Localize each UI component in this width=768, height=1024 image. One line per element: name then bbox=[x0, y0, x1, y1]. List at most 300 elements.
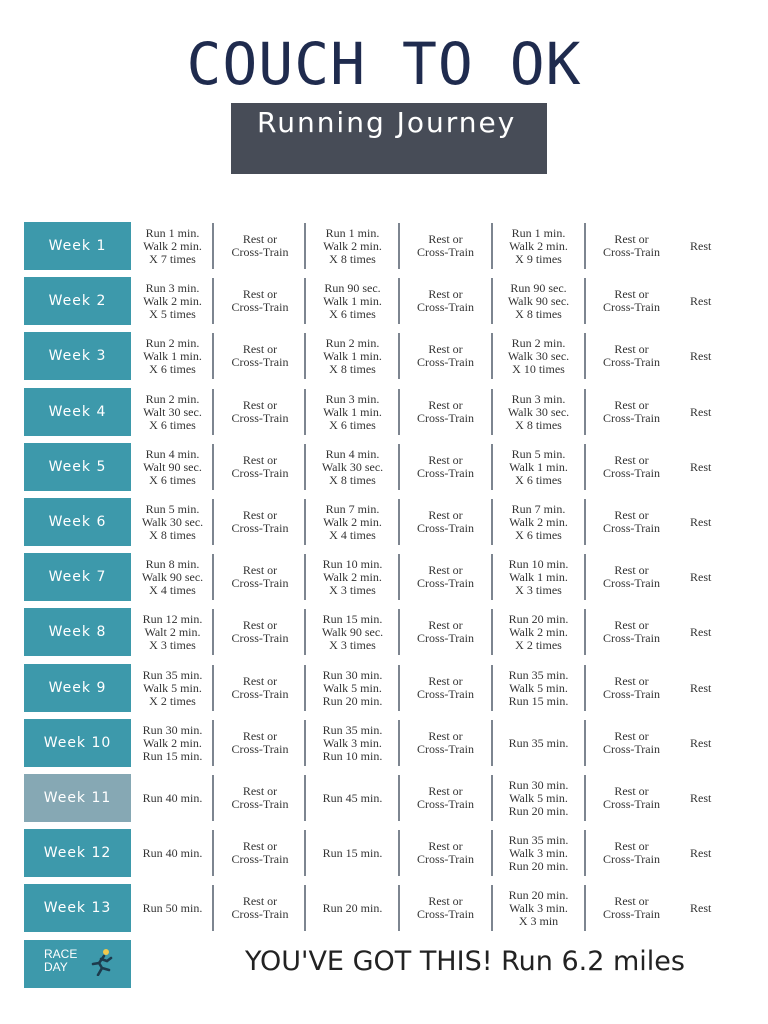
workout-cell-day-5 bbox=[492, 719, 585, 767]
workout-cell-day-7 bbox=[690, 774, 740, 822]
workout-line: Rest or bbox=[242, 453, 278, 467]
workout-line: Rest or bbox=[614, 839, 649, 853]
workout-line: Run 40 min. bbox=[142, 790, 203, 805]
workout-cell-day-5 bbox=[492, 443, 585, 491]
workout-line: Walk 1 min. bbox=[509, 459, 568, 474]
week-label: Week 12 bbox=[24, 829, 131, 877]
workout-line: Walk 2 min. bbox=[323, 238, 382, 253]
workout-line: Cross-Train bbox=[231, 742, 289, 756]
workout-line: X 10 times bbox=[512, 361, 565, 376]
workout-line: Rest or bbox=[614, 287, 649, 301]
workout-line: Run 10 min. bbox=[322, 748, 383, 763]
week-label: Week 6 bbox=[24, 498, 131, 546]
workout-line: Run 15 min. bbox=[508, 693, 569, 708]
workout-line: Rest or bbox=[428, 894, 463, 908]
workout-cell-day-5 bbox=[492, 829, 585, 877]
workout-cell-day-2 bbox=[214, 884, 306, 932]
workout-line: Run 40 min. bbox=[142, 845, 203, 860]
workout-line: Run 4 min. bbox=[145, 446, 200, 461]
workout-cell-day-6 bbox=[585, 884, 678, 932]
workout-line: Run 20 min. bbox=[508, 611, 569, 626]
workout-line: Run 35 min. bbox=[322, 722, 383, 737]
week-label: Week 1 bbox=[24, 222, 131, 270]
workout-line: X 6 times bbox=[149, 472, 196, 487]
workout-line: Rest bbox=[690, 624, 712, 639]
workout-cell-day-1 bbox=[131, 829, 214, 877]
workout-line: X 6 times bbox=[515, 527, 562, 542]
workout-line: Walk 1 min. bbox=[323, 404, 382, 419]
workout-line: Rest or bbox=[428, 508, 463, 522]
workout-line: X 4 times bbox=[149, 582, 196, 597]
workout-cell-day-4 bbox=[399, 498, 492, 546]
workout-line: X 6 times bbox=[329, 417, 376, 432]
workout-cell-day-4 bbox=[399, 719, 492, 767]
workout-cell-day-2 bbox=[214, 388, 306, 436]
workout-cell-day-2 bbox=[214, 608, 306, 656]
workout-cell-day-2 bbox=[214, 664, 306, 712]
workout-line: X 6 times bbox=[329, 306, 376, 321]
workout-cell-day-2 bbox=[214, 332, 306, 380]
workout-line: X 7 times bbox=[149, 251, 196, 266]
workout-line: X 3 times bbox=[149, 637, 196, 652]
workout-line: Rest or bbox=[614, 563, 649, 577]
workout-cell-day-4 bbox=[399, 884, 492, 932]
workout-cell-day-7 bbox=[690, 664, 740, 712]
workout-cell-day-1 bbox=[131, 443, 214, 491]
workout-line: Cross-Train bbox=[417, 245, 474, 259]
workout-line: Cross-Train bbox=[417, 576, 474, 590]
workout-line: Cross-Train bbox=[603, 797, 660, 811]
workout-line: Rest or bbox=[614, 342, 649, 356]
workout-line: Cross-Train bbox=[231, 797, 289, 811]
week-label: Week 11 bbox=[24, 774, 131, 822]
workout-cell-day-6 bbox=[585, 443, 678, 491]
workout-line: Run 7 min. bbox=[511, 501, 566, 516]
workout-cell-day-6 bbox=[585, 388, 678, 436]
workout-line: Walt 90 sec. bbox=[143, 459, 202, 474]
workout-line: Rest or bbox=[614, 232, 649, 246]
workout-line: Run 35 min. bbox=[508, 667, 569, 682]
workout-line: Rest or bbox=[242, 508, 278, 522]
workout-line: Rest or bbox=[614, 453, 649, 467]
workout-line: Cross-Train bbox=[417, 852, 474, 866]
workout-cell-day-2 bbox=[214, 829, 306, 877]
workout-line: Walt 30 sec. bbox=[143, 404, 202, 419]
workout-line: Walk 30 sec. bbox=[507, 348, 570, 363]
workout-cell-day-4 bbox=[399, 332, 492, 380]
workout-line: Run 20 min. bbox=[508, 803, 569, 818]
workout-line: Rest or bbox=[428, 674, 463, 688]
workout-line: Cross-Train bbox=[603, 300, 660, 314]
workout-cell-day-1 bbox=[131, 388, 214, 436]
workout-line: Cross-Train bbox=[603, 576, 660, 590]
workout-cell-day-3 bbox=[306, 388, 399, 436]
workout-line: Run 3 min. bbox=[511, 391, 566, 406]
workout-line: Rest bbox=[690, 404, 712, 419]
workout-cell-day-7 bbox=[690, 388, 740, 436]
workout-line: X 8 times bbox=[515, 417, 562, 432]
workout-line: Walk 3 min. bbox=[509, 900, 568, 915]
workout-line: Run 50 min. bbox=[142, 900, 203, 915]
workout-line: Run 3 min. bbox=[145, 280, 200, 295]
workout-line: Rest or bbox=[242, 563, 278, 577]
workout-line: Rest or bbox=[242, 839, 278, 853]
page-subtitle: Running Journey bbox=[231, 103, 547, 174]
workout-line: Cross-Train bbox=[231, 576, 289, 590]
workout-line: Walk 30 sec. bbox=[141, 514, 204, 529]
workout-line: Run 3 min. bbox=[325, 391, 380, 406]
workout-line: Cross-Train bbox=[603, 521, 660, 535]
workout-line: Walk 5 min. bbox=[509, 790, 568, 805]
workout-line: Walk 30 sec. bbox=[507, 404, 570, 419]
workout-line: Cross-Train bbox=[603, 466, 660, 480]
workout-cell-day-6 bbox=[585, 277, 678, 325]
workout-line: Rest bbox=[690, 735, 712, 750]
workout-cell-day-7 bbox=[690, 719, 740, 767]
workout-line: X 8 times bbox=[329, 361, 376, 376]
workout-line: Run 35 min. bbox=[508, 832, 569, 847]
week-label: Week 13 bbox=[24, 884, 131, 932]
workout-cell-day-6 bbox=[585, 222, 678, 270]
workout-line: Walk 2 min. bbox=[143, 735, 202, 750]
week-label: Week 9 bbox=[24, 664, 131, 712]
workout-line: Rest or bbox=[428, 453, 463, 467]
workout-line: Cross-Train bbox=[231, 300, 289, 314]
workout-line: Rest or bbox=[614, 398, 649, 412]
workout-line: Run 10 min. bbox=[322, 556, 383, 571]
workout-line: Cross-Train bbox=[417, 687, 474, 701]
workout-cell-day-5 bbox=[492, 498, 585, 546]
workout-cell-day-1 bbox=[131, 884, 214, 932]
workout-line: Run 15 min. bbox=[322, 611, 383, 626]
workout-cell-day-5 bbox=[492, 388, 585, 436]
workout-line: Rest or bbox=[428, 398, 463, 412]
workout-cell-day-3 bbox=[306, 498, 399, 546]
workout-cell-day-2 bbox=[214, 443, 306, 491]
workout-line: X 2 times bbox=[149, 693, 196, 708]
week-label: Week 7 bbox=[24, 553, 131, 601]
workout-line: Rest or bbox=[242, 894, 278, 908]
workout-line: Cross-Train bbox=[231, 631, 289, 645]
workout-line: Rest or bbox=[428, 729, 463, 743]
workout-cell-day-2 bbox=[214, 719, 306, 767]
workout-line: Walk 1 min. bbox=[143, 348, 202, 363]
workout-cell-day-6 bbox=[585, 664, 678, 712]
workout-line: Walk 5 min. bbox=[143, 680, 202, 695]
page-title: COUCH TO OK bbox=[186, 30, 582, 98]
workout-line: Cross-Train bbox=[603, 852, 660, 866]
workout-cell-day-7 bbox=[690, 332, 740, 380]
workout-line: Run 90 sec. bbox=[324, 280, 381, 295]
workout-cell-day-3 bbox=[306, 277, 399, 325]
workout-line: Rest or bbox=[242, 674, 278, 688]
workout-cell-day-5 bbox=[492, 553, 585, 601]
workout-cell-day-4 bbox=[399, 829, 492, 877]
workout-cell-day-1 bbox=[131, 498, 214, 546]
workout-line: Run 7 min. bbox=[325, 501, 380, 516]
week-label: Week 2 bbox=[24, 277, 131, 325]
workout-cell-day-3 bbox=[306, 664, 399, 712]
workout-cell-day-7 bbox=[690, 884, 740, 932]
workout-cell-day-2 bbox=[214, 498, 306, 546]
workout-cell-day-3 bbox=[306, 608, 399, 656]
workout-line: X 2 times bbox=[515, 637, 562, 652]
week-label: Week 8 bbox=[24, 608, 131, 656]
workout-line: Rest bbox=[690, 680, 712, 695]
race-day-badge bbox=[24, 940, 131, 988]
workout-cell-day-3 bbox=[306, 719, 399, 767]
workout-line: X 6 times bbox=[515, 472, 562, 487]
workout-line: Cross-Train bbox=[417, 300, 474, 314]
workout-cell-day-1 bbox=[131, 664, 214, 712]
workout-line: X 5 times bbox=[149, 306, 196, 321]
workout-line: Run 15 min. bbox=[142, 748, 203, 763]
workout-line: Run 30 min. bbox=[322, 667, 383, 682]
workout-cell-day-2 bbox=[214, 222, 306, 270]
workout-line: Rest or bbox=[428, 784, 463, 798]
workout-cell-day-4 bbox=[399, 608, 492, 656]
workout-line: Run 2 min. bbox=[325, 335, 380, 350]
workout-line: Cross-Train bbox=[231, 521, 289, 535]
week-label: Week 4 bbox=[24, 388, 131, 436]
workout-cell-day-5 bbox=[492, 608, 585, 656]
workout-line: X 3 times bbox=[329, 637, 376, 652]
workout-line: Walk 1 min. bbox=[323, 293, 382, 308]
workout-cell-day-7 bbox=[690, 277, 740, 325]
workout-line: Run 20 min. bbox=[508, 887, 569, 902]
workout-line: Cross-Train bbox=[603, 687, 660, 701]
workout-line: Run 20 min. bbox=[322, 693, 383, 708]
workout-cell-day-3 bbox=[306, 774, 399, 822]
workout-line: Walk 2 min. bbox=[323, 514, 382, 529]
workout-line: Run 8 min. bbox=[145, 556, 200, 571]
workout-line: Walk 2 min. bbox=[509, 238, 568, 253]
workout-line: Rest or bbox=[428, 839, 463, 853]
workout-line: Rest or bbox=[242, 342, 278, 356]
workout-line: Cross-Train bbox=[603, 355, 660, 369]
workout-line: Cross-Train bbox=[231, 355, 289, 369]
workout-line: X 6 times bbox=[149, 361, 196, 376]
workout-line: Cross-Train bbox=[417, 411, 474, 425]
workout-line: Cross-Train bbox=[231, 687, 289, 701]
workout-line: Rest bbox=[690, 459, 712, 474]
workout-cell-day-3 bbox=[306, 222, 399, 270]
workout-line: Run 20 min. bbox=[322, 900, 383, 915]
race-day-message: YOU'VE GOT THIS! Run 6.2 miles bbox=[245, 946, 685, 977]
workout-line: Rest or bbox=[614, 508, 649, 522]
workout-line: Run 12 min. bbox=[142, 611, 203, 626]
workout-line: Run 2 min. bbox=[145, 391, 200, 406]
workout-line: Run 30 min. bbox=[142, 722, 203, 737]
workout-cell-day-7 bbox=[690, 608, 740, 656]
workout-cell-day-6 bbox=[585, 332, 678, 380]
workout-line: Walk 1 min. bbox=[323, 348, 382, 363]
workout-line: Run 35 min. bbox=[508, 735, 569, 750]
workout-line: Rest or bbox=[428, 342, 463, 356]
workout-line: Walk 2 min. bbox=[509, 624, 568, 639]
workout-line: Rest bbox=[690, 790, 712, 805]
workout-line: Run 45 min. bbox=[322, 790, 383, 805]
workout-line: Cross-Train bbox=[417, 797, 474, 811]
workout-cell-day-7 bbox=[690, 829, 740, 877]
workout-line: Run 30 min. bbox=[508, 777, 569, 792]
workout-line: Walk 30 sec. bbox=[321, 459, 384, 474]
workout-cell-day-1 bbox=[131, 277, 214, 325]
workout-line: Run 5 min. bbox=[145, 501, 200, 516]
workout-line: Rest or bbox=[242, 784, 278, 798]
workout-line: Run 4 min. bbox=[325, 446, 380, 461]
week-label: Week 3 bbox=[24, 332, 131, 380]
workout-cell-day-4 bbox=[399, 222, 492, 270]
workout-line: Run 5 min. bbox=[511, 446, 566, 461]
workout-line: Run 35 min. bbox=[142, 667, 203, 682]
workout-cell-day-1 bbox=[131, 774, 214, 822]
workout-line: X 6 times bbox=[149, 417, 196, 432]
workout-line: Cross-Train bbox=[603, 411, 660, 425]
workout-line: Rest bbox=[690, 900, 712, 915]
workout-line: Walk 1 min. bbox=[509, 569, 568, 584]
workout-line: Rest bbox=[690, 514, 712, 529]
workout-line: X 8 times bbox=[329, 251, 376, 266]
workout-line: Walk 3 min. bbox=[509, 845, 568, 860]
workout-cell-day-4 bbox=[399, 774, 492, 822]
workout-line: X 9 times bbox=[515, 251, 562, 266]
workout-cell-day-7 bbox=[690, 222, 740, 270]
workout-line: Rest or bbox=[242, 232, 278, 246]
workout-line: Rest or bbox=[242, 398, 278, 412]
workout-line: Cross-Train bbox=[231, 466, 289, 480]
workout-line: Cross-Train bbox=[231, 411, 289, 425]
workout-line: Walk 2 min. bbox=[509, 514, 568, 529]
week-label: Week 10 bbox=[24, 719, 131, 767]
workout-line: Cross-Train bbox=[231, 245, 289, 259]
workout-line: X 3 times bbox=[515, 582, 562, 597]
workout-cell-day-5 bbox=[492, 884, 585, 932]
workout-cell-day-1 bbox=[131, 608, 214, 656]
workout-line: Rest bbox=[690, 348, 712, 363]
workout-cell-day-3 bbox=[306, 553, 399, 601]
workout-line: Walk 2 min. bbox=[323, 569, 382, 584]
workout-line: Run 1 min. bbox=[145, 225, 200, 240]
workout-line: Rest or bbox=[428, 287, 463, 301]
workout-cell-day-5 bbox=[492, 222, 585, 270]
workout-line: Cross-Train bbox=[231, 907, 289, 921]
workout-line: Run 15 min. bbox=[322, 845, 383, 860]
workout-line: Run 1 min. bbox=[511, 225, 566, 240]
workout-cell-day-6 bbox=[585, 608, 678, 656]
week-label: Week 5 bbox=[24, 443, 131, 491]
runner-icon bbox=[89, 948, 115, 976]
workout-cell-day-6 bbox=[585, 553, 678, 601]
workout-cell-day-6 bbox=[585, 829, 678, 877]
workout-cell-day-4 bbox=[399, 443, 492, 491]
workout-cell-day-5 bbox=[492, 664, 585, 712]
workout-line: X 3 min bbox=[518, 913, 559, 928]
workout-line: Rest bbox=[690, 845, 712, 860]
workout-cell-day-3 bbox=[306, 332, 399, 380]
workout-line: Run 90 sec. bbox=[510, 280, 567, 295]
workout-cell-day-3 bbox=[306, 443, 399, 491]
workout-line: Run 20 min. bbox=[508, 858, 569, 873]
workout-line: Cross-Train bbox=[417, 466, 474, 480]
workout-cell-day-5 bbox=[492, 774, 585, 822]
workout-cell-day-5 bbox=[492, 277, 585, 325]
workout-cell-day-1 bbox=[131, 719, 214, 767]
workout-line: Cross-Train bbox=[417, 631, 474, 645]
workout-line: Rest or bbox=[428, 563, 463, 577]
workout-line: Walk 2 min. bbox=[143, 238, 202, 253]
workout-line: Rest or bbox=[428, 618, 463, 632]
workout-line: X 3 times bbox=[329, 582, 376, 597]
workout-cell-day-7 bbox=[690, 443, 740, 491]
workout-line: Cross-Train bbox=[417, 907, 474, 921]
workout-line: Cross-Train bbox=[603, 631, 660, 645]
workout-line: Run 1 min. bbox=[325, 225, 380, 240]
workout-cell-day-6 bbox=[585, 498, 678, 546]
workout-line: Cross-Train bbox=[603, 907, 660, 921]
workout-cell-day-4 bbox=[399, 388, 492, 436]
workout-cell-day-2 bbox=[214, 553, 306, 601]
workout-line: Run 2 min. bbox=[145, 335, 200, 350]
workout-cell-day-5 bbox=[492, 332, 585, 380]
workout-cell-day-1 bbox=[131, 222, 214, 270]
workout-cell-day-7 bbox=[690, 553, 740, 601]
workout-line: Rest or bbox=[614, 729, 649, 743]
workout-cell-day-2 bbox=[214, 277, 306, 325]
workout-line: Cross-Train bbox=[417, 742, 474, 756]
workout-line: Cross-Train bbox=[231, 852, 289, 866]
workout-line: Rest bbox=[690, 569, 712, 584]
workout-line: Walk 2 min. bbox=[143, 293, 202, 308]
workout-cell-day-4 bbox=[399, 664, 492, 712]
workout-line: Rest or bbox=[242, 287, 278, 301]
workout-cell-day-7 bbox=[690, 498, 740, 546]
race-day-badge-line1: RACE bbox=[44, 947, 78, 961]
workout-cell-day-2 bbox=[214, 774, 306, 822]
workout-line: Rest or bbox=[614, 894, 649, 908]
workout-line: X 8 times bbox=[329, 472, 376, 487]
workout-line: Rest or bbox=[614, 784, 649, 798]
workout-line: Rest or bbox=[614, 674, 649, 688]
workout-line: Cross-Train bbox=[603, 742, 660, 756]
workout-line: Walk 90 sec. bbox=[141, 569, 204, 584]
workout-line: Run 2 min. bbox=[511, 335, 566, 350]
race-day-badge-line2: DAY bbox=[44, 960, 68, 974]
workout-cell-day-4 bbox=[399, 277, 492, 325]
workout-cell-day-6 bbox=[585, 774, 678, 822]
workout-line: Walk 5 min. bbox=[509, 680, 568, 695]
workout-cell-day-3 bbox=[306, 884, 399, 932]
workout-line: Walk 90 sec. bbox=[507, 293, 570, 308]
workout-line: Rest or bbox=[428, 232, 463, 246]
workout-line: Rest bbox=[690, 293, 712, 308]
workout-line: Walk 3 min. bbox=[323, 735, 382, 750]
workout-line: Rest or bbox=[242, 618, 278, 632]
workout-line: Walt 2 min. bbox=[144, 624, 201, 639]
workout-line: Walk 5 min. bbox=[323, 680, 382, 695]
workout-line: X 4 times bbox=[329, 527, 376, 542]
workout-cell-day-6 bbox=[585, 719, 678, 767]
workout-line: X 8 times bbox=[515, 306, 562, 321]
workout-cell-day-4 bbox=[399, 553, 492, 601]
workout-line: Walk 90 sec. bbox=[321, 624, 384, 639]
workout-line: Rest bbox=[690, 238, 712, 253]
workout-cell-day-3 bbox=[306, 829, 399, 877]
workout-line: Rest or bbox=[614, 618, 649, 632]
workout-line: Rest or bbox=[242, 729, 278, 743]
workout-cell-day-1 bbox=[131, 332, 214, 380]
workout-line: Cross-Train bbox=[417, 355, 474, 369]
